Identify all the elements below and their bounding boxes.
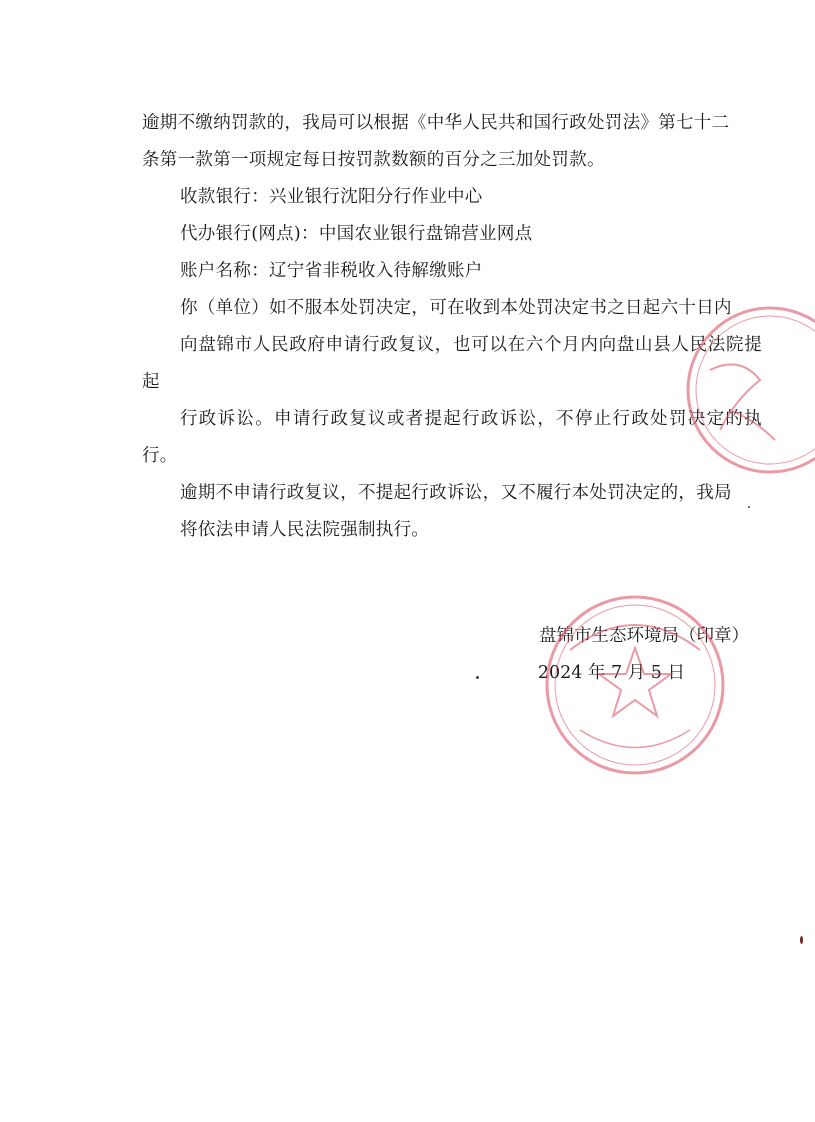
text-line: 将依法申请人民法院强制执行。 xyxy=(180,520,430,540)
text-line: 向盘锦市人民政府申请行政复议，也可以在六个月内向盘山县人民法院提起 xyxy=(142,335,762,392)
paragraph-enforcement xyxy=(142,475,762,549)
issue-date: 2024 年 7 月 5 日 xyxy=(537,663,685,683)
text-line: 收款银行：兴业银行沈阳分行作业中心 xyxy=(180,187,483,207)
text-line: 逾期不缴纳罚款的，我局可以根据《中华人民共和国行政处罚法》第七十二 xyxy=(142,113,730,133)
paragraph-account-name xyxy=(142,253,762,290)
text-line: 代办银行(网点)：中国农业银行盘锦营业网点 xyxy=(180,224,533,244)
scan-speck xyxy=(800,936,803,944)
text-line: 条第一款第一项规定每日按罚款数额的百分之三加处罚款。 xyxy=(142,150,605,170)
signature-block xyxy=(449,618,749,692)
paragraph-agent-bank xyxy=(142,216,762,253)
paragraph-overdue-penalty xyxy=(142,105,762,179)
document-body xyxy=(142,105,762,549)
scan-speck xyxy=(476,676,479,679)
issuing-organization: 盘锦市生态环境局（印章） xyxy=(539,626,749,646)
scan-speck xyxy=(748,506,750,508)
text-line: 你（单位）如不服本处罚决定，可在收到本处罚决定书之日起六十日内 xyxy=(180,298,732,318)
text-line: 账户名称：辽宁省非税收入待解缴账户 xyxy=(180,261,483,281)
paragraph-receiving-bank xyxy=(142,179,762,216)
text-line: 行政诉讼。申请行政复议或者提起行政诉讼，不停止行政处罚决定的执行。 xyxy=(142,409,762,466)
text-line: 逾期不申请行政复议，不提起行政诉讼，又不履行本处罚决定的，我局 xyxy=(180,483,732,503)
paragraph-appeal-rights xyxy=(142,290,762,475)
